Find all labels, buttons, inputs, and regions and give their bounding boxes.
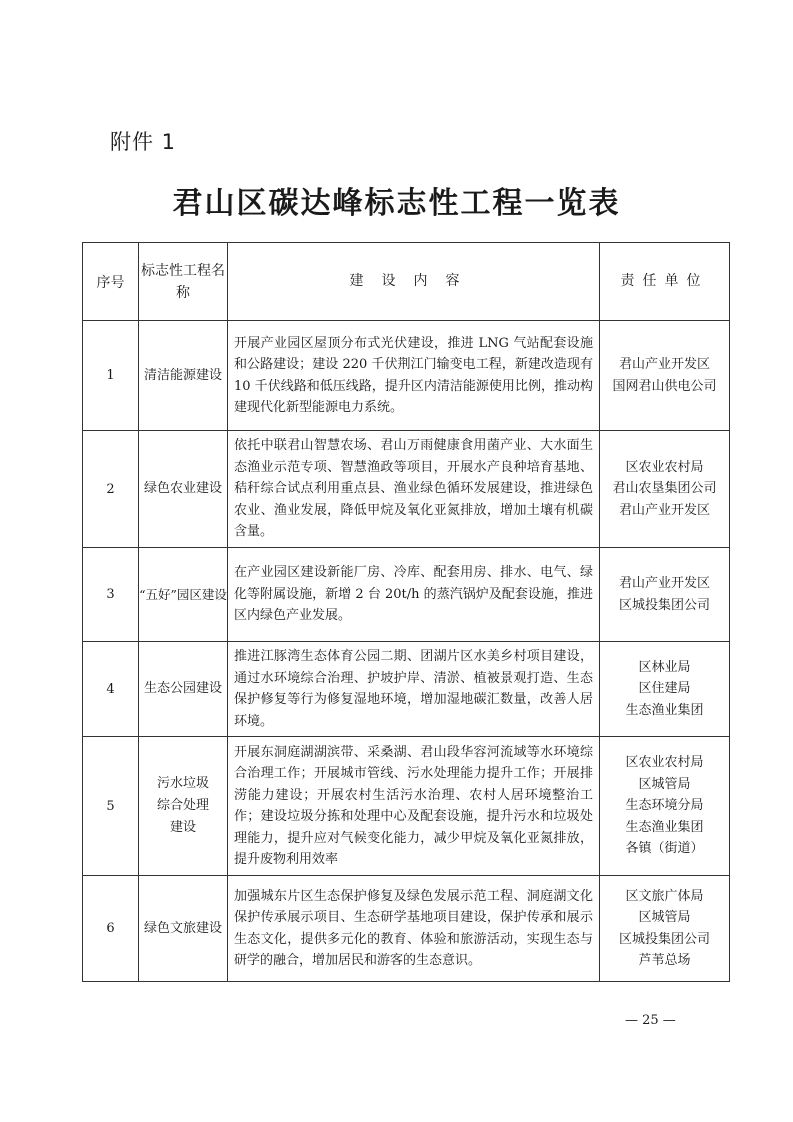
row-name: 生态公园建设 — [139, 642, 228, 737]
header-unit: 责任单位 — [600, 243, 730, 321]
unit-item: 区城管局 — [638, 776, 691, 792]
unit-item: 区城投集团公司 — [618, 597, 710, 613]
row-content: 在产业园区建设新能厂房、冷库、配套用房、排水、电气、绿化等附属设施，新增 2 台 20t/h 的蒸汽锅炉及配套设施，推进区内绿色产业发展。 — [228, 548, 600, 642]
row-no: 2 — [83, 431, 139, 548]
unit-item: 区农业农村局 — [625, 755, 704, 771]
row-name: 清洁能源建设 — [139, 321, 228, 431]
header-content: 建设内容 — [228, 243, 600, 321]
row-name: “五好”园区建设 — [139, 548, 228, 642]
row-no: 1 — [83, 321, 139, 431]
unit-item: 区城管局 — [638, 910, 691, 925]
row-content: 依托中联君山智慧农场、君山万雨健康食用菌产业、大水面生态渔业示范专项、智慧渔政等项目，开展水产良种培育基地、秸秆综合试点利用重点县、渔业绿色循环发展建设，推进绿色农业、渔业发展，降低甲烷及氧化亚氮排放，增加土壤有机碳含量。 — [228, 431, 600, 548]
row-no: 3 — [83, 548, 139, 642]
document-title: 君山区碳达峰标志性工程一览表 — [172, 186, 621, 221]
projects-table — [82, 242, 730, 982]
unit-item: 区住建局 — [638, 681, 691, 697]
header-no: 序号 — [83, 243, 139, 321]
unit-item: 生态渔业集团 — [625, 819, 704, 835]
row-units — [600, 876, 730, 982]
table-row — [83, 321, 730, 431]
row-units — [600, 431, 730, 548]
unit-item: 生态环境分局 — [625, 798, 704, 814]
row-units — [600, 737, 730, 876]
row-content: 加强城东片区生态保护修复及绿色发展示范工程、洞庭湖文化保护传承展示项目、生态研学基地项目建设，保护传承和展示生态文化，提供多元化的教育、体验和旅游活动，实现生态与研学的融合，增加居民和游客的生态意识。 — [228, 876, 600, 982]
unit-item: 芦苇总场 — [638, 953, 691, 968]
table-row — [83, 548, 730, 642]
row-content: 开展东洞庭湖湖滨带、采桑湖、君山段华容河流域等水环境综合治理工作；开展城市管线、污水处理能力提升工作；开展排涝能力建设；开展农村生活污水治理、农村人居环境整治工作；建设垃圾分拣和处理中心及配套设施，提升污水和垃圾处理能力，提升应对气候变化能力，减少甲烷及氧化亚氮排放，提升废物利用效率 — [228, 737, 600, 876]
row-content: 开展产业园区屋顶分布式光伏建设，推进 LNG 气站配套设施和公路建设；建设 220 千伏荆江门输变电工程，新建改造现有 10 千伏线路和低压线路，提升区内清洁能源使用比例，推动构建现代化新型能源电力系统。 — [228, 321, 600, 431]
row-units — [600, 548, 730, 642]
unit-item: 君山产业开发区 — [618, 357, 710, 372]
unit-item: 君山农垦集团公司 — [612, 481, 717, 497]
unit-item: 君山产业开发区 — [618, 502, 710, 518]
unit-item: 生态渔业集团 — [625, 702, 704, 718]
unit-item: 区城投集团公司 — [618, 931, 710, 947]
table-row — [83, 431, 730, 548]
row-name: 绿色农业建设 — [139, 431, 228, 548]
table-header-row — [83, 243, 730, 321]
row-content: 推进江豚湾生态体育公园二期、团湖片区水美乡村项目建设，通过水环境综合治理、护坡护岸、清淤、植被景观打造、生态保护修复等行为修复湿地环境，增加湿地碳汇数量，改善人居环境。 — [228, 642, 600, 737]
row-units — [600, 642, 730, 737]
table-row — [83, 737, 730, 876]
unit-item: 各镇（街道） — [625, 841, 704, 857]
unit-item: 君山产业开发区 — [618, 576, 710, 591]
row-name: 污水垃圾综合处理建设 — [139, 737, 228, 876]
row-name: 绿色文旅建设 — [139, 876, 228, 982]
row-no: 5 — [83, 737, 139, 876]
table-row — [83, 876, 730, 982]
unit-item: 区文旅广体局 — [625, 888, 704, 904]
page-number: — 25 — — [625, 1013, 676, 1028]
unit-item: 国网君山供电公司 — [612, 378, 717, 394]
row-units — [600, 321, 730, 431]
table-row — [83, 642, 730, 737]
unit-item: 区农业农村局 — [625, 459, 704, 475]
unit-item: 区林业局 — [638, 659, 691, 675]
header-name: 标志性工程名称 — [139, 243, 228, 321]
row-no: 6 — [83, 876, 139, 982]
row-no: 4 — [83, 642, 139, 737]
attachment-label: 附件 1 — [110, 130, 177, 154]
